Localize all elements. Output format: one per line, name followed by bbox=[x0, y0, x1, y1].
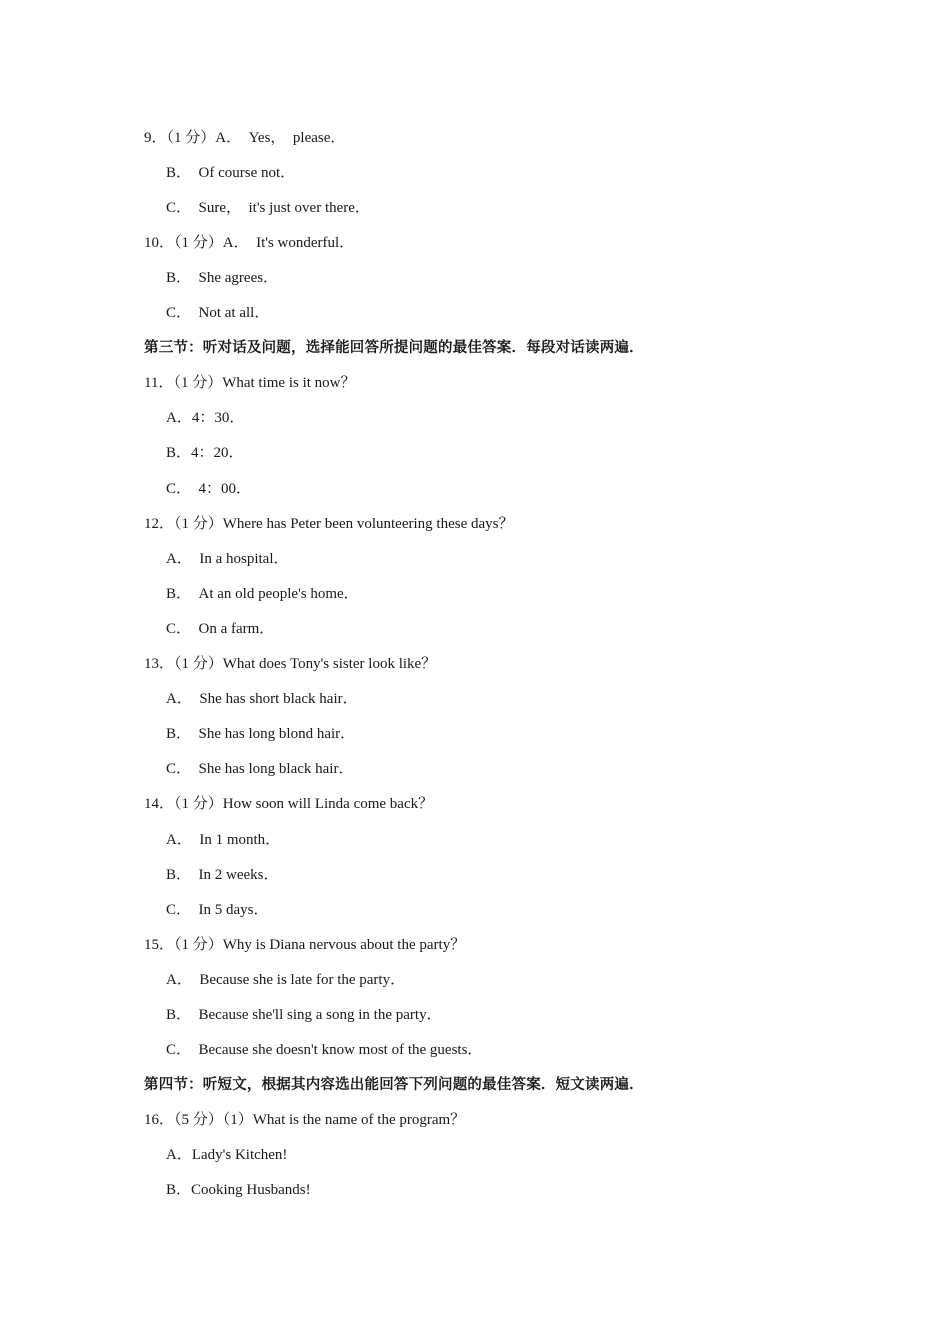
option-9-b: B． Of course not． bbox=[166, 165, 296, 181]
question-9: 9．（1 分）A． Yes， please． bbox=[144, 130, 346, 146]
question-16: 16．（5 分）（1）What is the name of the program？ bbox=[144, 1112, 466, 1128]
option-13-b: B． She has long blond hair． bbox=[166, 726, 356, 742]
option-14-b: B． In 2 weeks． bbox=[166, 867, 279, 883]
section-3-heading: 第三节：听对话及问题，选择能回答所提问题的最佳答案．每段对话读两遍． bbox=[144, 340, 644, 356]
option-12-b: B． At an old people's home． bbox=[166, 586, 359, 602]
question-12: 12．（1 分）Where has Peter been volunteering these days？ bbox=[144, 516, 514, 532]
question-14: 14．（1 分）How soon will Linda come back？ bbox=[144, 796, 434, 812]
option-10-c: C． Not at all． bbox=[166, 305, 270, 321]
option-14-c: C． In 5 days． bbox=[166, 902, 269, 918]
option-13-c: C． She has long black hair． bbox=[166, 761, 354, 777]
option-14-a: A． In 1 month． bbox=[166, 832, 281, 848]
option-16-a: A．Lady's Kitchen! bbox=[166, 1147, 288, 1163]
option-11-b: B．4：20． bbox=[166, 445, 244, 461]
option-12-a: A． In a hospital． bbox=[166, 551, 289, 567]
option-9-c: C． Sure， it's just over there． bbox=[166, 200, 370, 216]
question-10: 10．（1 分）A． It's wonderful． bbox=[144, 235, 355, 251]
option-15-a: A． Because she is late for the party． bbox=[166, 972, 406, 988]
option-16-b: B．Cooking Husbands! bbox=[166, 1182, 311, 1198]
option-15-c: C． Because she doesn't know most of the guests． bbox=[166, 1042, 483, 1058]
question-11: 11．（1 分）What time is it now？ bbox=[144, 375, 356, 391]
option-11-a: A．4：30． bbox=[166, 410, 245, 426]
question-13: 13．（1 分）What does Tony's sister look like？ bbox=[144, 656, 437, 672]
question-15: 15．（1 分）Why is Diana nervous about the party？ bbox=[144, 937, 466, 953]
option-11-c: C． 4：00． bbox=[166, 481, 252, 497]
option-13-a: A． She has short black hair． bbox=[166, 691, 358, 707]
option-10-b: B． She agrees． bbox=[166, 270, 279, 286]
section-4-heading: 第四节：听短文，根据其内容选出能回答下列问题的最佳答案．短文读两遍． bbox=[144, 1077, 644, 1093]
option-12-c: C． On a farm． bbox=[166, 621, 275, 637]
option-15-b: B． Because she'll sing a song in the party． bbox=[166, 1007, 442, 1023]
